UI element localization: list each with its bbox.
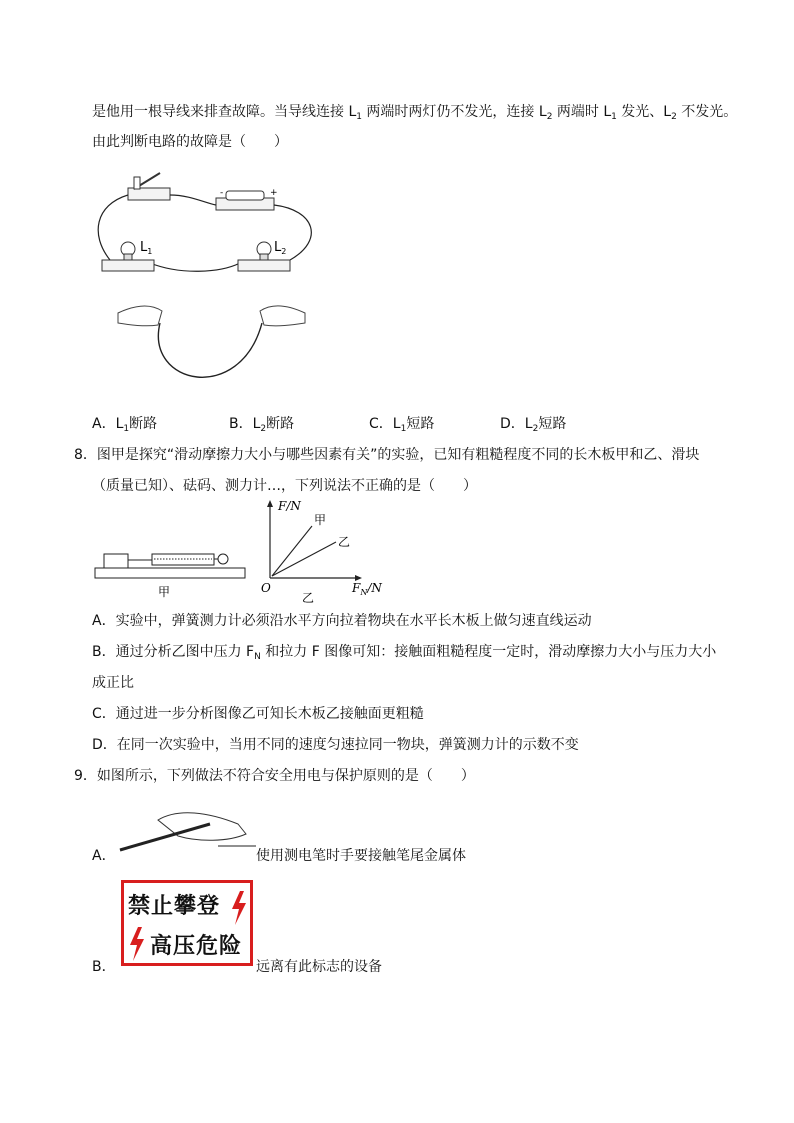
q7-option-d[interactable]: D．$L_2$短路 [500, 416, 567, 434]
lamp-l2-label: $L_2$ [274, 240, 287, 256]
sign-line-1: 禁止攀登 [128, 894, 221, 919]
battery-minus-label: - [220, 188, 224, 198]
lightning-bolt-icon [230, 891, 248, 925]
q7-stem-line1: 是他用一根导线来排查故障。当导线连接 $L_1$ 两端时两灯仍不发光，连接 $L_2$ 两端时 $L_1$ 发光、$L_2$ 不发光。 [92, 104, 738, 122]
q9-option-a-caption: 使用测电笔时手要接触笔尾金属体 [256, 848, 466, 864]
q7-option-b[interactable]: B．$L_2$断路 [229, 416, 295, 434]
q7-option-c[interactable]: C．$L_1$短路 [369, 416, 435, 434]
circuit-figure [90, 165, 330, 405]
q7-stem-line2: 由此判断电路的故障是（ ） [92, 134, 288, 150]
q9-stem: 9．如图所示，下列做法不符合安全用电与保护原则的是（ ） [74, 768, 475, 784]
q7-option-a[interactable]: A．$L_1$断路 [92, 416, 158, 434]
graph-y-axis-label: F/N [278, 499, 301, 513]
friction-graph [258, 498, 388, 610]
lightning-bolt-icon-2 [128, 927, 146, 961]
graph-line-label-jia: 甲 [314, 513, 327, 527]
graph-line-yi [272, 542, 336, 576]
q8-option-d[interactable]: D．在同一次实验中，当用不同的速度匀速拉同一物块，弹簧测力计的示数不变 [92, 737, 579, 753]
q9-option-a-letter[interactable]: A． [92, 848, 116, 864]
q8-option-b[interactable]: B．通过分析乙图中压力 $F_N$ 和拉力 F 图像可知：接触面粗糙程度一定时，滑动摩擦力大小与压力大小 [92, 644, 717, 662]
lamp-l1-label: $L_1$ [140, 240, 153, 256]
q8-option-a[interactable]: A．实验中，弹簧测力计必须沿水平方向拉着物块在水平长木板上做匀速直线运动 [92, 613, 592, 629]
battery-plus-label: + [270, 188, 278, 198]
q8-stem-line2: （质量已知）、砝码、测力计…，下列说法不正确的是（ ） [92, 478, 477, 494]
q8-option-c[interactable]: C．通过进一步分析图像乙可知长木板乙接触面更粗糙 [92, 706, 424, 722]
q9-option-b-letter[interactable]: B． [92, 959, 116, 975]
q8-stem-line1: 8．图甲是探究“滑动摩擦力大小与哪些因素有关”的实验，已知有粗糙程度不同的长木板甲和乙、滑块 [74, 447, 700, 463]
high-voltage-warning-sign [121, 880, 253, 966]
graph-x-axis-label: $F_N/N$ [352, 581, 382, 597]
graph-line-label-yi: 乙 [338, 535, 351, 549]
graph-origin-label: O [261, 581, 271, 595]
sign-line-2: 高压危险 [150, 934, 243, 959]
graph-line-jia [272, 526, 312, 576]
friction-apparatus-figure [92, 540, 252, 602]
q9-option-b-caption: 远离有此标志的设备 [256, 959, 382, 975]
test-pen-figure [118, 806, 258, 862]
apparatus-label-jia: 甲 [158, 585, 171, 599]
graph-caption-yi: 乙 [302, 591, 315, 605]
q8-option-b-line2: 成正比 [92, 675, 134, 691]
